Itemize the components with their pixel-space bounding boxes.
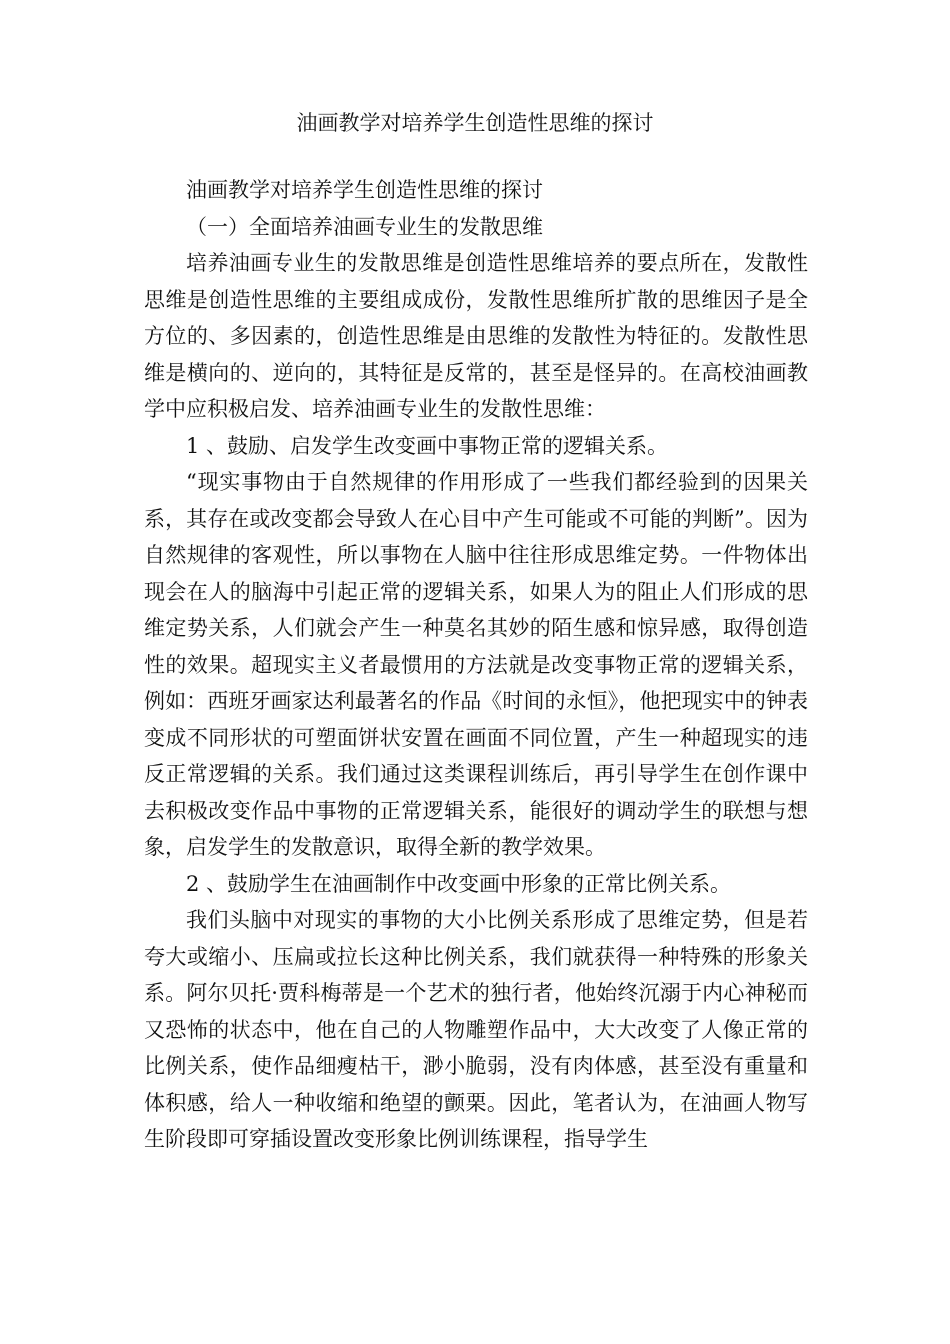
body-paragraph: “现实事物由于自然规律的作用形成了一些我们都经验到的因果关系，其存在或改变都会导致人在心目中产生可能或不可能的判断”。因为自然规律的客观性，所以事物在人脑中往往形成思维定势。一件物体出现会在人的脑海中引起正常的逻辑关系，如果人为的阻止人们形成的思维定势关系，人们就会产生一种莫名其妙的陌生感和惊异感，取得创造性的效果。超现实主义者最惯用的方法就是改变事物正常的逻辑关系，例如：西班牙画家达利最著名的作品《时间的永恒》，他把现实中的钟表变成不同形状的可塑面饼状安置在画面不同位置，产生一种超现实的违反正常逻辑的关系。我们通过这类课程训练后，再引导学生在创作课中去积极改变作品中事物的正常逻辑关系，能很好的调动学生的联想与想象，启发学生的发散意识，取得全新的教学效果。 — [144, 470, 808, 859]
subtitle-paragraph: 油画教学对培养学生创造性思维的探讨 — [186, 178, 543, 202]
document-title: 油画教学对培养学生创造性思维的探讨 — [296, 111, 654, 135]
body-paragraph: 培养油画专业生的发散思维是创造性思维培养的要点所在，发散性思维是创造性思维的主要组成成份，发散性思维所扩散的思维因子是全方位的、多因素的，创造性思维是由思维的发散性为特征的。发散性思维是横向的、逆向的，其特征是反常的，甚至是怪异的。在高校油画教学中应积极启发、培养油画专业生的发散性思维： — [144, 251, 808, 421]
document-body — [144, 172, 808, 1158]
section-heading: （一）全面培养油画专业生的发散思维 — [186, 214, 543, 239]
body-paragraph: 我们头脑中对现实的事物的大小比例关系形成了思维定势，但是若夸大或缩小、压扁或拉长这种比例关系，我们就获得一种特殊的形象关系。阿尔贝托·贾科梅蒂是一个艺术的独行者，他始终沉溺于内心神秘而又恐怖的状态中，他在自己的人物雕塑作品中，大大改变了人像正常的比例关系，使作品细瘦枯干，渺小脆弱，没有肉体感，甚至没有重量和体积感，给人一种收缩和绝望的颤栗。因此，笔者认为，在油画人物写生阶段即可穿插设置改变形象比例训练课程，指导学生 — [144, 908, 808, 1151]
list-heading-1: 1 、鼓励、启发学生改变画中事物正常的逻辑关系。 — [186, 433, 669, 458]
list-heading-2: 2 、鼓励学生在油画制作中改变画中形象的正常比例关系。 — [186, 871, 732, 896]
